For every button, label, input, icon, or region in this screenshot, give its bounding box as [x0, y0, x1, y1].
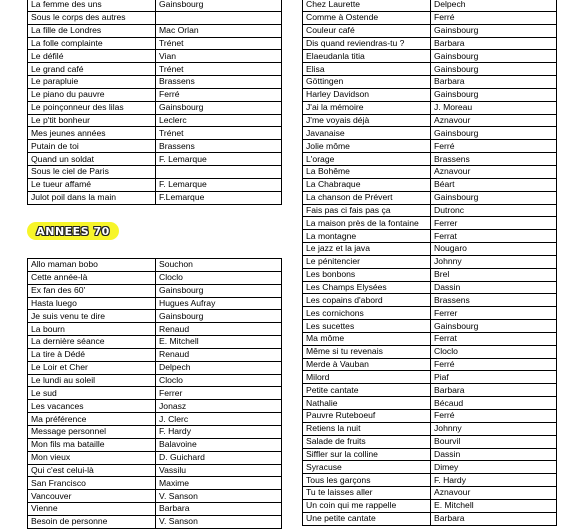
artist-cell: Johnny: [431, 422, 557, 435]
artist-cell: Gainsbourg: [431, 24, 557, 37]
song-title-cell: Les Champs Elysées: [303, 281, 431, 294]
table-row: [303, 499, 557, 512]
song-title-cell: Qui c'est celui-là: [28, 464, 156, 477]
artist-cell: Johnny: [431, 255, 557, 268]
table-row: [28, 153, 282, 166]
song-title-cell: Dis quand reviendras-tu ?: [303, 37, 431, 50]
song-title-cell: Le Loir et Cher: [28, 361, 156, 374]
song-title-cell: Nathalie: [303, 397, 431, 410]
song-title-cell: La fille de Londres: [28, 24, 156, 37]
table-row: [303, 358, 557, 371]
artist-cell: Mac Orlan: [156, 24, 282, 37]
song-table-left-top: [27, 0, 282, 205]
table-row: [303, 178, 557, 191]
song-title-cell: La Bohême: [303, 165, 431, 178]
song-title-cell: Elaeudanla titia: [303, 50, 431, 63]
table-row: [303, 345, 557, 358]
song-table-right: [302, 0, 557, 526]
song-title-cell: Petite cantate: [303, 384, 431, 397]
artist-cell: Vian: [156, 50, 282, 63]
song-title-cell: Milord: [303, 371, 431, 384]
song-title-cell: Fais pas ci fais pas ça: [303, 204, 431, 217]
table-row: [28, 101, 282, 114]
artist-cell: Nougaro: [431, 243, 557, 256]
table-row: [28, 451, 282, 464]
artist-cell: D. Guichard: [156, 451, 282, 464]
artist-cell: F.Lemarque: [156, 191, 282, 204]
song-title-cell: Même si tu revenais: [303, 345, 431, 358]
artist-cell: Gainsbourg: [431, 63, 557, 76]
table-row: [303, 268, 557, 281]
artist-cell: Gainsbourg: [431, 320, 557, 333]
song-title-cell: Besoin de personne: [28, 515, 156, 528]
song-title-cell: La folle complainte: [28, 37, 156, 50]
artist-cell: F. Hardy: [431, 474, 557, 487]
table-row: [28, 490, 282, 503]
song-title-cell: Siffler sur la colline: [303, 448, 431, 461]
artist-cell: Gainsbourg: [156, 284, 282, 297]
artist-cell: Cloclo: [431, 345, 557, 358]
table-row: [28, 271, 282, 284]
table-row: [303, 435, 557, 448]
song-title-cell: Göttingen: [303, 76, 431, 89]
table-row: [303, 281, 557, 294]
table-row: [28, 63, 282, 76]
artist-cell: Bécaud: [431, 397, 557, 410]
table-row: [28, 50, 282, 63]
artist-cell: Ferrer: [431, 307, 557, 320]
artist-cell: Aznavour: [431, 114, 557, 127]
artist-cell: Barbara: [431, 512, 557, 525]
song-title-cell: Comme à Ostende: [303, 11, 431, 24]
song-title-cell: Ex fan des 60': [28, 284, 156, 297]
song-title-cell: Chez Laurette: [303, 0, 431, 11]
table-row: [303, 76, 557, 89]
section-badge-annees-70: [27, 222, 119, 240]
artist-cell: Maxime: [156, 477, 282, 490]
table-row: [303, 230, 557, 243]
table-row: [28, 297, 282, 310]
artist-cell: Ferré: [431, 358, 557, 371]
table-row: [28, 127, 282, 140]
table-row: [28, 37, 282, 50]
song-title-cell: Le piano du pauvre: [28, 88, 156, 101]
song-title-cell: San Francisco: [28, 477, 156, 490]
song-title-cell: Sous le ciel de Paris: [28, 165, 156, 178]
artist-cell: Jonasz: [156, 400, 282, 413]
song-title-cell: Jolie môme: [303, 140, 431, 153]
table-row: [28, 178, 282, 191]
artist-cell: Souchon: [156, 259, 282, 272]
section-badge-label: ANNEES 70: [36, 224, 110, 238]
song-title-cell: Pauvre Ruteboeuf: [303, 410, 431, 423]
table-row: [28, 88, 282, 101]
song-title-cell: Cette année-là: [28, 271, 156, 284]
song-title-cell: L'orage: [303, 153, 431, 166]
song-title-cell: Le parapluie: [28, 76, 156, 89]
song-title-cell: Mes jeunes années: [28, 127, 156, 140]
table-row: [303, 11, 557, 24]
song-title-cell: Les vacances: [28, 400, 156, 413]
artist-cell: Dimey: [431, 461, 557, 474]
song-table-annees-70: [27, 258, 282, 529]
artist-cell: E. Mitchell: [156, 336, 282, 349]
song-title-cell: Le poinçonneur des lilas: [28, 101, 156, 114]
table-row: [28, 400, 282, 413]
artist-cell: Delpech: [431, 0, 557, 11]
artist-cell: Ferré: [431, 140, 557, 153]
table-row: [28, 310, 282, 323]
table-row: [28, 515, 282, 528]
artist-cell: Renaud: [156, 323, 282, 336]
table-row: [28, 114, 282, 127]
table-row: [28, 374, 282, 387]
song-title-cell: J'me voyais déjà: [303, 114, 431, 127]
artist-cell: Delpech: [156, 361, 282, 374]
artist-cell: Barbara: [431, 37, 557, 50]
table-row: [28, 284, 282, 297]
artist-cell: Trénet: [156, 63, 282, 76]
artist-cell: Piaf: [431, 371, 557, 384]
table-row: [303, 63, 557, 76]
table-row: [303, 243, 557, 256]
song-title-cell: Harley Davidson: [303, 88, 431, 101]
table-row: [303, 88, 557, 101]
song-title-cell: La Chabraque: [303, 178, 431, 191]
song-title-cell: Le lundi au soleil: [28, 374, 156, 387]
table-row: [28, 140, 282, 153]
song-title-cell: Allo maman bobo: [28, 259, 156, 272]
table-row: [28, 11, 282, 24]
song-title-cell: Couleur café: [303, 24, 431, 37]
song-title-cell: Quand un soldat: [28, 153, 156, 166]
song-title-cell: Les sucettes: [303, 320, 431, 333]
artist-cell: Ferré: [156, 88, 282, 101]
table-row: [303, 24, 557, 37]
table-row: [303, 461, 557, 474]
artist-cell: E. Mitchell: [431, 499, 557, 512]
artist-cell: V. Sanson: [156, 515, 282, 528]
artist-cell: Cloclo: [156, 374, 282, 387]
table-row: [28, 477, 282, 490]
table-row: [303, 165, 557, 178]
table-row: [303, 512, 557, 525]
song-title-cell: La bourn: [28, 323, 156, 336]
song-title-cell: Javanaise: [303, 127, 431, 140]
song-title-cell: J'ai la mémoire: [303, 101, 431, 114]
artist-cell: Gainsbourg: [431, 50, 557, 63]
artist-cell: F. Lemarque: [156, 153, 282, 166]
table-row: [28, 191, 282, 204]
table-row: [303, 50, 557, 63]
table-row: [303, 217, 557, 230]
song-title-cell: Hasta luego: [28, 297, 156, 310]
table-row: [28, 361, 282, 374]
artist-cell: F. Lemarque: [156, 178, 282, 191]
table-row: [28, 348, 282, 361]
artist-cell: Gainsbourg: [156, 0, 282, 11]
artist-cell: Hugues Aufray: [156, 297, 282, 310]
artist-cell: Brassens: [156, 76, 282, 89]
table-row: [303, 332, 557, 345]
table-row: [303, 397, 557, 410]
artist-cell: Trénet: [156, 127, 282, 140]
song-title-cell: Vienne: [28, 503, 156, 516]
artist-cell: Ferrer: [156, 387, 282, 400]
song-title-cell: Salade de fruits: [303, 435, 431, 448]
table-row: [303, 140, 557, 153]
table-row: [28, 76, 282, 89]
artist-cell: Barbara: [156, 503, 282, 516]
artist-cell: Trénet: [156, 37, 282, 50]
song-title-cell: Je suis venu te dire: [28, 310, 156, 323]
artist-cell: Gainsbourg: [431, 127, 557, 140]
artist-cell: Ferrer: [431, 217, 557, 230]
artist-cell: Ferré: [431, 11, 557, 24]
song-title-cell: Tous les garçons: [303, 474, 431, 487]
song-title-cell: Mon fils ma bataille: [28, 438, 156, 451]
table-row: [28, 24, 282, 37]
song-title-cell: Le défilé: [28, 50, 156, 63]
song-title-cell: La chanson de Prévert: [303, 191, 431, 204]
artist-cell: Brel: [431, 268, 557, 281]
table-row: [303, 384, 557, 397]
artist-cell: Renaud: [156, 348, 282, 361]
song-title-cell: La montagne: [303, 230, 431, 243]
table-row: [28, 323, 282, 336]
song-title-cell: Le jazz et la java: [303, 243, 431, 256]
artist-cell: Ferrat: [431, 230, 557, 243]
artist-cell: J. Clerc: [156, 413, 282, 426]
song-title-cell: Putain de toi: [28, 140, 156, 153]
song-title-cell: Retiens la nuit: [303, 422, 431, 435]
artist-cell: [156, 165, 282, 178]
table-row: [28, 387, 282, 400]
artist-cell: Barbara: [431, 384, 557, 397]
song-title-cell: Ma préférence: [28, 413, 156, 426]
song-title-cell: Merde à Vauban: [303, 358, 431, 371]
table-row: [28, 0, 282, 11]
song-title-cell: La tire à Dédé: [28, 348, 156, 361]
artist-cell: Ferrat: [431, 332, 557, 345]
table-row: [303, 410, 557, 423]
artist-cell: Cloclo: [156, 271, 282, 284]
artist-cell: Aznavour: [431, 165, 557, 178]
artist-cell: Gainsbourg: [156, 310, 282, 323]
song-title-cell: La dernière séance: [28, 336, 156, 349]
song-title-cell: Ma môme: [303, 332, 431, 345]
song-title-cell: Vancouver: [28, 490, 156, 503]
artist-cell: Dassin: [431, 281, 557, 294]
song-title-cell: Une petite cantate: [303, 512, 431, 525]
song-title-cell: Les copains d'abord: [303, 294, 431, 307]
artist-cell: Béart: [431, 178, 557, 191]
artist-cell: Aznavour: [431, 487, 557, 500]
table-row: [303, 127, 557, 140]
artist-cell: Dutronc: [431, 204, 557, 217]
song-title-cell: La maison près de la fontaine: [303, 217, 431, 230]
table-row: [303, 0, 557, 11]
song-title-cell: Les cornichons: [303, 307, 431, 320]
table-row: [303, 294, 557, 307]
song-title-cell: Message personnel: [28, 425, 156, 438]
artist-cell: Gainsbourg: [156, 101, 282, 114]
song-title-cell: Elisa: [303, 63, 431, 76]
table-row: [303, 448, 557, 461]
artist-cell: Brassens: [431, 153, 557, 166]
table-row: [303, 191, 557, 204]
artist-cell: [156, 11, 282, 24]
artist-cell: V. Sanson: [156, 490, 282, 503]
artist-cell: Brassens: [156, 140, 282, 153]
table-row: [303, 487, 557, 500]
artist-cell: Bourvil: [431, 435, 557, 448]
artist-cell: Leclerc: [156, 114, 282, 127]
table-row: [303, 320, 557, 333]
song-title-cell: Le pénitencier: [303, 255, 431, 268]
song-title-cell: Le grand café: [28, 63, 156, 76]
table-row: [303, 153, 557, 166]
table-row: [303, 474, 557, 487]
song-title-cell: Tu te laisses aller: [303, 487, 431, 500]
table-row: [28, 503, 282, 516]
table-row: [28, 413, 282, 426]
table-row: [28, 425, 282, 438]
table-row: [28, 438, 282, 451]
table-row: [303, 371, 557, 384]
artist-cell: Barbara: [431, 76, 557, 89]
table-row: [28, 165, 282, 178]
song-title-cell: Sous le corps des autres: [28, 11, 156, 24]
song-title-cell: Les bonbons: [303, 268, 431, 281]
table-row: [28, 259, 282, 272]
artist-cell: Brassens: [431, 294, 557, 307]
table-row: [28, 464, 282, 477]
table-row: [303, 422, 557, 435]
table-row: [303, 114, 557, 127]
song-title-cell: La femme des uns: [28, 0, 156, 11]
artist-cell: J. Moreau: [431, 101, 557, 114]
song-title-cell: Le tueur affamé: [28, 178, 156, 191]
table-row: [303, 204, 557, 217]
song-title-cell: Le sud: [28, 387, 156, 400]
artist-cell: Ferré: [431, 410, 557, 423]
song-title-cell: Julot poil dans la main: [28, 191, 156, 204]
song-title-cell: Le p'tit bonheur: [28, 114, 156, 127]
artist-cell: Gainsbourg: [431, 191, 557, 204]
artist-cell: Dassin: [431, 448, 557, 461]
table-row: [303, 37, 557, 50]
artist-cell: F. Hardy: [156, 425, 282, 438]
table-row: [303, 255, 557, 268]
table-row: [28, 336, 282, 349]
song-title-cell: Syracuse: [303, 461, 431, 474]
song-title-cell: Un coin qui me rappelle: [303, 499, 431, 512]
table-row: [303, 307, 557, 320]
table-row: [303, 101, 557, 114]
artist-cell: Balavoine: [156, 438, 282, 451]
song-title-cell: Mon vieux: [28, 451, 156, 464]
artist-cell: Vassilu: [156, 464, 282, 477]
artist-cell: Gainsbourg: [431, 88, 557, 101]
